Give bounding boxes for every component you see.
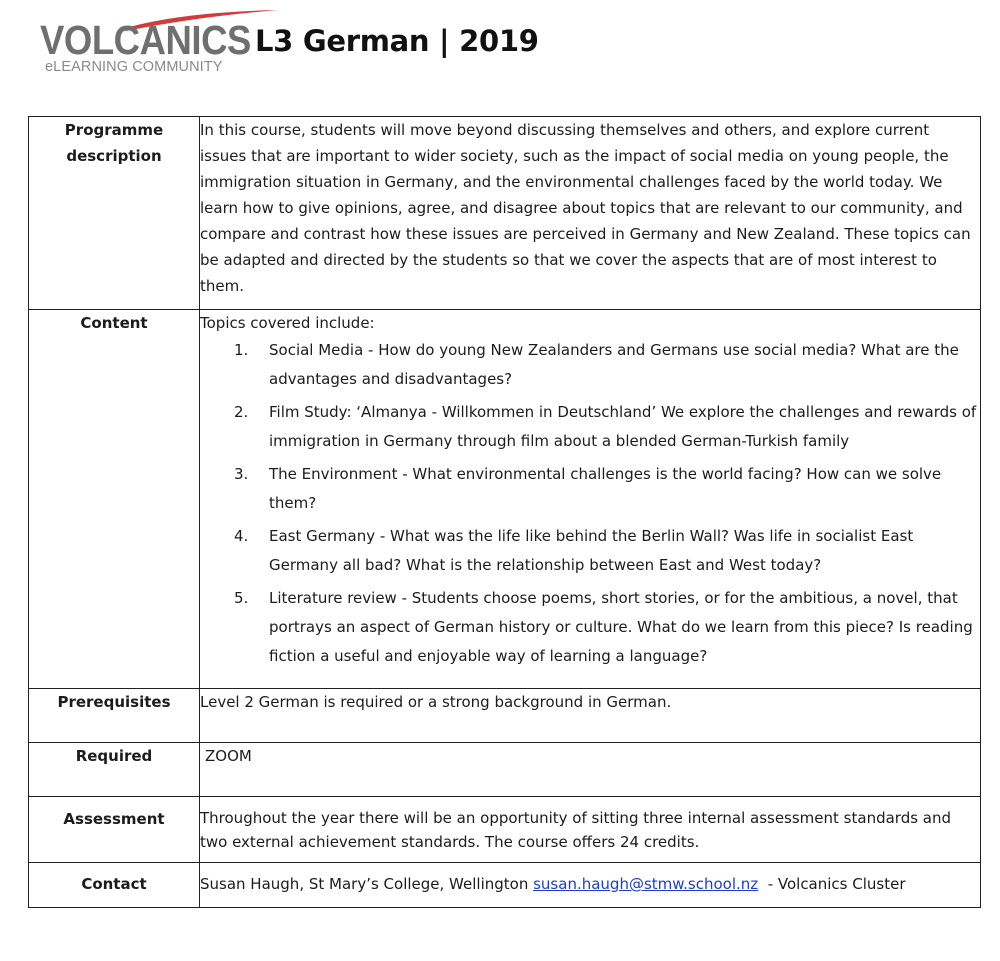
table-row-contact <box>29 863 981 908</box>
assessment-value: Throughout the year there will be an opportunity of sitting three internal assessment standards and two external achievement standards. The course offers 24 credits. <box>200 797 981 863</box>
contact-email-link[interactable]: susan.haugh@stmw.school.nz <box>533 875 759 893</box>
logo-tagline: eLEARNING COMMUNITY <box>45 59 223 75</box>
content-value <box>200 310 981 689</box>
page-header <box>0 0 1000 90</box>
list-item-number: 1. <box>234 341 249 359</box>
assessment-label: Assessment <box>29 797 200 863</box>
list-item <box>234 460 980 518</box>
list-item <box>234 522 980 580</box>
list-item-number: 5. <box>234 589 249 607</box>
contact-label: Contact <box>29 863 200 908</box>
description-label-line2: description <box>66 147 162 165</box>
list-item-text: Film Study: ‘Almanya - Willkommen in Deutschland’ We explore the challenges and rewards of immigration in Germany through film about a blended German-Turkish family <box>269 403 977 450</box>
list-item <box>234 584 980 671</box>
list-item-text: The Environment - What environmental challenges is the world facing? How can we solve them? <box>269 465 942 512</box>
table-row-assessment <box>29 797 981 863</box>
table-row-description <box>29 117 981 310</box>
content-intro: Topics covered include: <box>200 314 375 332</box>
content-label: Content <box>29 310 200 689</box>
list-item-text: Literature review - Students choose poems, short stories, or for the ambitious, a novel, that portrays an aspect of German history or culture. What do we learn from this piece? Is reading fiction a useful and enjoyable way of learning a language? <box>269 589 973 665</box>
description-text: In this course, students will move beyond discussing themselves and others, and explore current issues that are important to wider society, such as the impact of social media on young people, the immigration situation in Germany, and the environmental challenges faced by the world today. We learn how to give opinions, agree, and disagree about topics that are relevant to our community, and compare and contrast how these issues are perceived in Germany and New Zealand. These topics can be adapted and directed by the students so that we cover the aspects that are of most interest to them. <box>200 121 971 295</box>
prerequisites-value: Level 2 German is required or a strong background in German. <box>200 689 981 743</box>
list-item-text: Social Media - How do young New Zealanders and Germans use social media? What are the advantages and disadvantages? <box>269 341 959 388</box>
volcanics-logo <box>40 8 251 76</box>
description-label <box>29 117 200 310</box>
contact-name: Susan Haugh, St Mary’s College, Wellington <box>200 875 534 893</box>
contact-value <box>200 863 981 908</box>
list-item-number: 2. <box>234 403 249 421</box>
list-item-text: East Germany - What was the life like behind the Berlin Wall? Was life in socialist East Germany all bad? What is the relationship between East and West today? <box>269 527 914 574</box>
page-title: L3 German | 2019 <box>255 24 539 58</box>
required-value: ZOOM <box>200 743 981 797</box>
list-item <box>234 336 980 394</box>
list-item-number: 3. <box>234 465 249 483</box>
table-row-content <box>29 310 981 689</box>
contact-suffix: - Volcanics Cluster <box>758 875 906 893</box>
description-label-line1: Programme <box>64 121 164 139</box>
description-value <box>200 117 981 310</box>
logo-wordmark: VOLCANICS <box>40 17 251 63</box>
prerequisites-label: Prerequisites <box>29 689 200 743</box>
list-item-number: 4. <box>234 527 249 545</box>
list-item <box>234 398 980 456</box>
table-row-required <box>29 743 981 797</box>
topics-list <box>200 336 980 671</box>
required-label: Required <box>29 743 200 797</box>
table-row-prerequisites <box>29 689 981 743</box>
course-info-table <box>28 116 981 908</box>
